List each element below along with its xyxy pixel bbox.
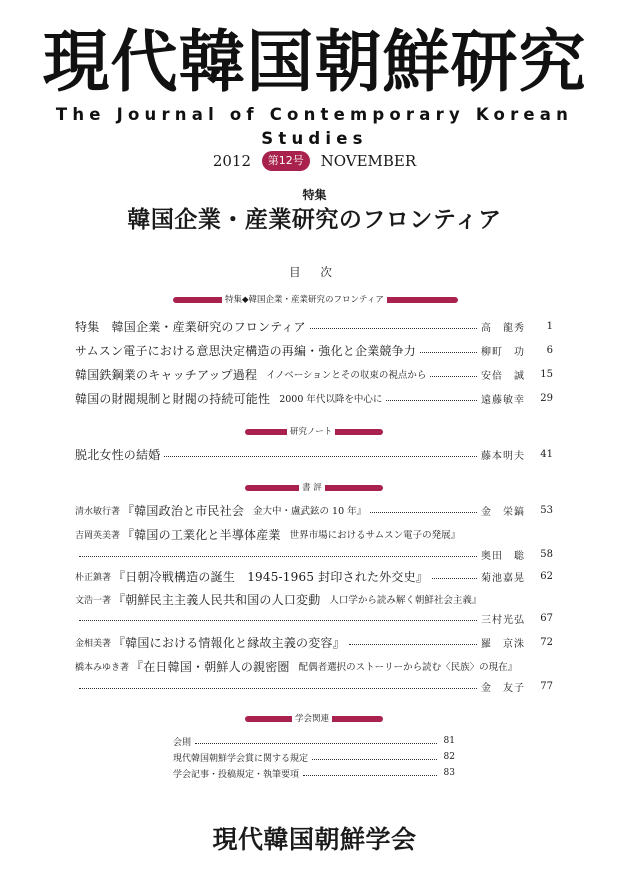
journal-title-jp: 現代韓国朝鮮研究 bbox=[42, 23, 587, 101]
toc-entry[interactable] bbox=[75, 316, 553, 336]
entry-page: 53 bbox=[540, 504, 553, 516]
toc-entry[interactable] bbox=[75, 340, 553, 360]
issue-number-badge: 第12号 bbox=[262, 151, 310, 171]
leader-dots bbox=[312, 759, 437, 760]
entry-title: 『朝鮮民主主義人民共和国の人口変動 bbox=[113, 592, 321, 607]
leader-dots bbox=[310, 328, 477, 329]
leader-dots bbox=[164, 456, 477, 457]
leader-dots bbox=[303, 775, 437, 776]
toc-entry[interactable] bbox=[75, 632, 553, 652]
entry-title: サムスン電子における意思決定構造の再編・強化と企業競争力 bbox=[75, 343, 417, 358]
entry-page: 62 bbox=[540, 570, 553, 582]
issue-month: NOVEMBER bbox=[320, 152, 417, 170]
toc-entry[interactable] bbox=[75, 524, 553, 544]
toc-entry[interactable] bbox=[75, 364, 553, 384]
special-title: 韓国企業・産業研究のフロンティア bbox=[127, 207, 502, 233]
toc-entry-continuation[interactable] bbox=[75, 608, 553, 628]
review-author: 橋本みゆき著 bbox=[75, 662, 130, 673]
leader-dots bbox=[420, 352, 477, 353]
section-label-special: 特集◆韓国企業・産業研究のフロンティア bbox=[222, 294, 387, 306]
entry-page: 77 bbox=[540, 680, 553, 692]
entry-title: 韓国の財閥規制と財閥の持続可能性 bbox=[75, 391, 271, 406]
leader-dots bbox=[430, 376, 477, 377]
toc-entry[interactable] bbox=[75, 388, 553, 408]
toc-entry-continuation[interactable] bbox=[75, 676, 553, 696]
entry-title: 現代韓国朝鮮学会賞に関する規定 bbox=[173, 753, 309, 764]
review-author: 朴正鎮著 bbox=[75, 572, 112, 583]
toc-heading: 目 次 bbox=[289, 265, 340, 279]
entry-title: 『韓国の工業化と半導体産業 bbox=[122, 527, 281, 542]
special-label: 特集 bbox=[302, 188, 327, 202]
entry-page: 41 bbox=[540, 448, 553, 460]
section-label-research: 研究ノート bbox=[287, 426, 335, 438]
entry-page: 6 bbox=[546, 344, 553, 356]
entry-author: 安倍 誠 bbox=[481, 370, 525, 382]
entry-title: 脱北女性の結婚 bbox=[75, 447, 161, 462]
journal-title-en: The Journal of Contemporary Korean Studies bbox=[55, 105, 574, 148]
entry-author: 奥田 聡 bbox=[481, 550, 525, 562]
toc-entry[interactable] bbox=[75, 500, 553, 520]
society-entry[interactable] bbox=[173, 749, 455, 765]
entry-page: 82 bbox=[443, 752, 455, 762]
entry-title: 『在日韓国・朝鮮人の親密圏 bbox=[131, 659, 290, 674]
entry-page: 67 bbox=[540, 612, 553, 624]
entry-title: 韓国鉄鋼業のキャッチアップ過程 bbox=[75, 367, 258, 382]
leader-dots bbox=[432, 578, 477, 579]
toc-entry[interactable] bbox=[75, 589, 553, 609]
entry-subtitle: 人口学から読み解く朝鮮社会主義』 bbox=[329, 595, 482, 606]
entry-page: 81 bbox=[443, 736, 455, 746]
entry-subtitle: 世界市場におけるサムスン電子の発展』 bbox=[289, 530, 461, 541]
entry-author: 柳町 功 bbox=[481, 346, 525, 358]
entry-author: 菊池嘉晃 bbox=[481, 572, 525, 584]
entry-page: 83 bbox=[443, 768, 455, 778]
leader-dots bbox=[79, 688, 477, 689]
review-author: 吉岡英美著 bbox=[75, 530, 121, 541]
entry-subtitle: 金大中・盧武鉉の 10 年』 bbox=[253, 506, 367, 517]
section-label-society: 学会関連 bbox=[292, 713, 332, 725]
entry-page: 15 bbox=[540, 368, 553, 380]
toc-entry[interactable] bbox=[75, 656, 553, 676]
entry-page: 58 bbox=[540, 548, 553, 560]
review-author: 金相美著 bbox=[75, 638, 112, 649]
issue-year: 2012 bbox=[212, 152, 252, 170]
entry-title: 学会記事・投稿規定・執筆要項 bbox=[173, 769, 300, 780]
entry-title: 『韓国における情報化と縁故主義の変容』 bbox=[113, 635, 345, 650]
leader-dots bbox=[79, 620, 477, 621]
entry-subtitle: 配偶者選択のストーリーから読む〈民族〉の現在』 bbox=[298, 662, 518, 673]
entry-author: 遠藤敏幸 bbox=[481, 394, 525, 406]
leader-dots bbox=[349, 644, 477, 645]
issue-line bbox=[0, 147, 629, 174]
toc-entry[interactable] bbox=[75, 566, 553, 586]
publisher-name: 現代韓国朝鮮学会 bbox=[212, 825, 417, 854]
leader-dots bbox=[370, 512, 477, 513]
society-entry[interactable] bbox=[173, 765, 455, 781]
entry-page: 1 bbox=[546, 320, 553, 332]
entry-subtitle: 2000 年代以降を中心に bbox=[279, 394, 383, 405]
section-label-review: 書 評 bbox=[299, 482, 325, 494]
entry-author: 三村光弘 bbox=[481, 614, 525, 626]
toc-entry[interactable] bbox=[75, 444, 553, 464]
leader-dots bbox=[195, 743, 437, 744]
entry-author: 羅 京洙 bbox=[481, 638, 525, 650]
entry-title: 特集 韓国企業・産業研究のフロンティア bbox=[75, 319, 306, 334]
entry-author: 金 栄鎬 bbox=[481, 506, 525, 518]
leader-dots bbox=[386, 400, 477, 401]
entry-title: 『韓国政治と市民社会 bbox=[122, 503, 245, 518]
entry-page: 29 bbox=[540, 392, 553, 404]
entry-title: 『日朝冷戦構造の誕生 1945-1965 封印された外交史』 bbox=[113, 569, 428, 584]
review-author: 文浩一著 bbox=[75, 595, 112, 606]
entry-author: 高 龍秀 bbox=[481, 322, 525, 334]
entry-page: 72 bbox=[540, 636, 553, 648]
review-author: 清水敏行著 bbox=[75, 506, 121, 517]
entry-title: 会則 bbox=[173, 737, 192, 748]
society-entry[interactable] bbox=[173, 733, 455, 749]
entry-subtitle: イノベーションとその収束の視点から bbox=[266, 370, 427, 381]
toc-entry-continuation[interactable] bbox=[75, 544, 553, 564]
entry-author: 藤本明夫 bbox=[481, 450, 525, 462]
leader-dots bbox=[79, 556, 477, 557]
entry-author: 金 友子 bbox=[481, 682, 525, 694]
